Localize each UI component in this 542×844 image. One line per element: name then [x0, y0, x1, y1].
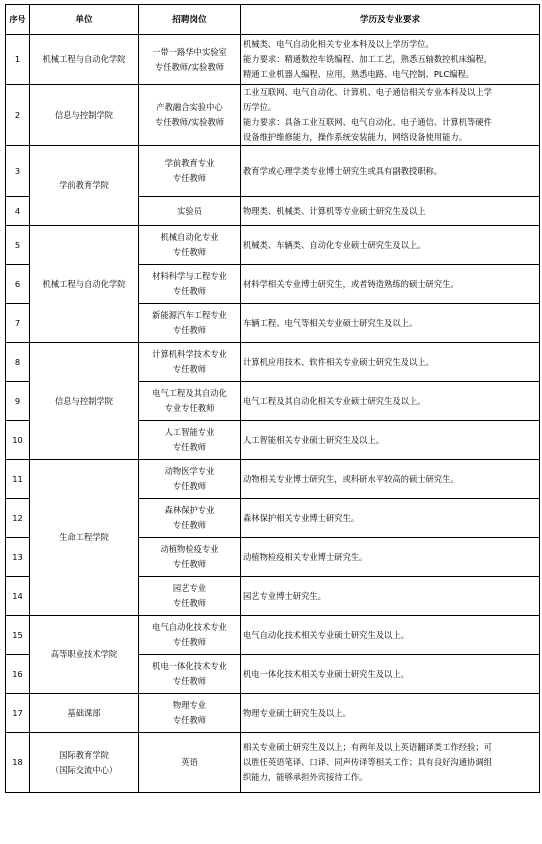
- requirement-line: 动物相关专业博士研究生，或科研水平较高的硕士研究生。: [243, 473, 459, 484]
- position-cell: [139, 85, 241, 146]
- requirement-line: 能力要求：精通数控车铣编程、加工工艺，熟悉五轴数控机床编程，: [243, 54, 492, 64]
- position-line: 人工智能专业: [164, 427, 215, 437]
- requirement-cell: [241, 382, 540, 421]
- requirement-line: 精通工业机器人编程、应用，熟悉电路、电气控制、PLC编程。: [243, 69, 475, 79]
- position-cell: [139, 35, 241, 85]
- requirement-line: 电气工程及其自动化相关专业硕士研究生及以上。: [243, 395, 426, 406]
- requirement-line: 计算机应用技术、软件相关专业硕士研究生及以上。: [243, 356, 434, 367]
- requirement-cell: [241, 226, 540, 265]
- position-cell: [139, 421, 241, 460]
- header-row: [6, 5, 540, 35]
- row-number: 6: [6, 265, 30, 304]
- position-line: 电气工程及其自动化: [152, 388, 227, 398]
- position-cell: [139, 265, 241, 304]
- unit-line: 机械工程与自动化学院: [42, 54, 126, 64]
- header-no: 序号: [6, 5, 30, 35]
- position-line: 专任教师/实验教师: [154, 117, 225, 127]
- requirement-cell: [241, 265, 540, 304]
- position-line: 专任教师: [172, 715, 207, 725]
- requirement-line: 教育学或心理学类专业博士研究生或具有副教授职称。: [243, 165, 443, 176]
- unit-line: 机械工程与自动化学院: [42, 278, 126, 289]
- position-line: 动植物检疫专业: [160, 544, 219, 554]
- unit-cell: [30, 616, 139, 694]
- unit-cell: [30, 35, 139, 85]
- position-line: 专任教师: [172, 520, 207, 530]
- unit-cell: [30, 694, 139, 733]
- position-line: 产教融合实验中心: [156, 102, 223, 112]
- requirement-cell: [241, 197, 540, 226]
- position-line: 机械自动化专业: [160, 232, 219, 242]
- requirement-line: 工业互联网、电气自动化、计算机、电子通信相关专业本科及以上学: [243, 87, 492, 97]
- position-line: 机电一体化技术专业: [152, 661, 227, 671]
- position-line: 计算机科学技术专业: [152, 349, 227, 359]
- row-number: 15: [6, 616, 30, 655]
- row-number: 7: [6, 304, 30, 343]
- requirement-line: 以胜任英语笔译、口译、同声传译等相关工作；具有良好沟通协调组: [243, 757, 492, 767]
- requirement-cell: [241, 343, 540, 382]
- table-row: [6, 460, 540, 499]
- requirement-line: 物理专业硕士研究生及以上。: [243, 707, 351, 718]
- requirement-cell: [241, 460, 540, 499]
- position-line: 学前教育专业: [164, 158, 215, 168]
- requirement-cell: [241, 499, 540, 538]
- unit-line: 信息与控制学院: [54, 395, 114, 406]
- unit-line: 基础课部: [67, 707, 101, 718]
- row-number: 14: [6, 577, 30, 616]
- position-cell: [139, 226, 241, 265]
- row-number: 12: [6, 499, 30, 538]
- position-line: 专任教师: [172, 559, 207, 569]
- requirement-line: 人工智能相关专业硕士研究生及以上。: [243, 434, 385, 445]
- requirement-line: 园艺专业博士研究生。: [243, 590, 326, 601]
- header-position: 招聘岗位: [139, 5, 241, 35]
- requirement-line: 织能力，能够承担外宾接待工作。: [243, 772, 368, 782]
- requirement-line: 机械类、车辆类、自动化专业硕士研究生及以上。: [243, 239, 426, 250]
- table-row: [6, 146, 540, 197]
- position-line: 专任教师: [172, 364, 207, 374]
- position-line: 专任教师: [172, 637, 207, 647]
- unit-line: 高等职业技术学院: [50, 649, 118, 659]
- unit-cell: [30, 146, 139, 226]
- position-line: 电气自动化技术专业: [152, 622, 227, 632]
- position-cell: [139, 382, 241, 421]
- row-number: 11: [6, 460, 30, 499]
- requirement-cell: [241, 577, 540, 616]
- position-cell: [139, 499, 241, 538]
- requirement-cell: [241, 421, 540, 460]
- requirement-cell: [241, 35, 540, 85]
- position-line: 动物医学专业: [164, 466, 215, 476]
- row-number: 2: [6, 85, 30, 146]
- position-line: 物理专业: [172, 700, 207, 710]
- requirement-cell: [241, 304, 540, 343]
- row-number: 10: [6, 421, 30, 460]
- requirement-line: 电气自动化技术相关专业硕士研究生及以上。: [243, 629, 409, 640]
- row-number: 9: [6, 382, 30, 421]
- unit-cell: [30, 460, 139, 616]
- row-number: 5: [6, 226, 30, 265]
- requirement-line: 车辆工程、电气等相关专业硕士研究生及以上。: [243, 317, 418, 328]
- requirement-line: 材料学相关专业博士研究生，或者铸造熟练的硕士研究生。: [243, 278, 459, 289]
- requirement-line: 能力要求：具备工业互联网、电气自动化、电子通信、计算机等硬件: [243, 117, 492, 127]
- recruitment-table-container: [5, 4, 540, 793]
- position-line: 新能源汽车工程专业: [152, 310, 227, 320]
- table-row: [6, 226, 540, 265]
- table-row: [6, 616, 540, 655]
- row-number: 3: [6, 146, 30, 197]
- unit-line: 信息与控制学院: [54, 109, 114, 120]
- unit-cell: [30, 226, 139, 343]
- position-line: 专任教师: [172, 442, 207, 452]
- table-row: [6, 343, 540, 382]
- table-row: [6, 733, 540, 793]
- position-cell: [139, 733, 241, 793]
- position-cell: [139, 460, 241, 499]
- requirement-line: 动植物检疫相关专业博士研究生。: [243, 551, 368, 562]
- position-line: 英语: [181, 757, 198, 767]
- requirement-cell: [241, 616, 540, 655]
- table-row: [6, 85, 540, 146]
- row-number: 13: [6, 538, 30, 577]
- requirement-line: 森林保护相关专业博士研究生。: [243, 512, 360, 523]
- unit-line: （国际交流中心）: [50, 764, 118, 775]
- position-line: 专任教师: [172, 676, 207, 686]
- position-cell: [139, 577, 241, 616]
- requirement-cell: [241, 146, 540, 197]
- position-cell: [139, 146, 241, 197]
- row-number: 1: [6, 35, 30, 85]
- position-line: 专业专任教师: [164, 403, 215, 413]
- row-number: 17: [6, 694, 30, 733]
- position-line: 一带一路华中实验室: [152, 46, 227, 57]
- position-line: 专任教师: [172, 481, 207, 491]
- header-unit: 单位: [30, 5, 139, 35]
- position-line: 森林保护专业: [164, 505, 215, 515]
- requirement-cell: [241, 538, 540, 577]
- requirement-cell: [241, 694, 540, 733]
- position-cell: [139, 538, 241, 577]
- requirement-line: 历学位。: [243, 102, 277, 112]
- position-cell: [139, 197, 241, 226]
- position-line: 专任教师: [172, 325, 207, 335]
- position-line: 园艺专业: [172, 583, 207, 593]
- table-row: [6, 35, 540, 85]
- requirement-line: 设备维护维修能力，操作系统安装能力，网络设备使用能力。: [243, 132, 468, 142]
- position-cell: [139, 655, 241, 694]
- position-cell: [139, 304, 241, 343]
- requirement-cell: [241, 85, 540, 146]
- table-row: [6, 694, 540, 733]
- recruitment-table: [5, 4, 540, 793]
- unit-line: 学前教育学院: [59, 180, 109, 190]
- row-number: 8: [6, 343, 30, 382]
- position-line: 材料科学与工程专业: [152, 271, 227, 281]
- unit-cell: [30, 85, 139, 146]
- row-number: 16: [6, 655, 30, 694]
- unit-cell: [30, 343, 139, 460]
- requirement-cell: [241, 733, 540, 793]
- position-line: 专任教师: [172, 598, 207, 608]
- row-number: 4: [6, 197, 30, 226]
- position-line: 专任教师/实验教师: [154, 61, 225, 72]
- position-cell: [139, 343, 241, 382]
- position-line: 专任教师: [172, 247, 207, 257]
- unit-line: 生命工程学院: [59, 532, 109, 542]
- header-requirement: 学历及专业要求: [241, 5, 540, 35]
- requirement-line: 机电一体化技术相关专业硕士研究生及以上。: [243, 668, 409, 679]
- position-cell: [139, 616, 241, 655]
- position-line: 实验员: [177, 205, 202, 216]
- requirement-cell: [241, 655, 540, 694]
- table-body: [6, 35, 540, 793]
- unit-cell: [30, 733, 139, 793]
- requirement-line: 相关专业硕士研究生及以上；有两年及以上英语翻译类工作经验；可: [243, 742, 492, 752]
- position-line: 专任教师: [172, 286, 207, 296]
- requirement-line: 机械类、电气自动化相关专业本科及以上学历学位。: [243, 39, 434, 49]
- position-cell: [139, 694, 241, 733]
- requirement-line: 物理类、机械类、计算机等专业硕士研究生及以上: [243, 205, 426, 216]
- row-number: 18: [6, 733, 30, 793]
- unit-line: 国际教育学院: [59, 749, 109, 760]
- position-line: 专任教师: [172, 173, 207, 183]
